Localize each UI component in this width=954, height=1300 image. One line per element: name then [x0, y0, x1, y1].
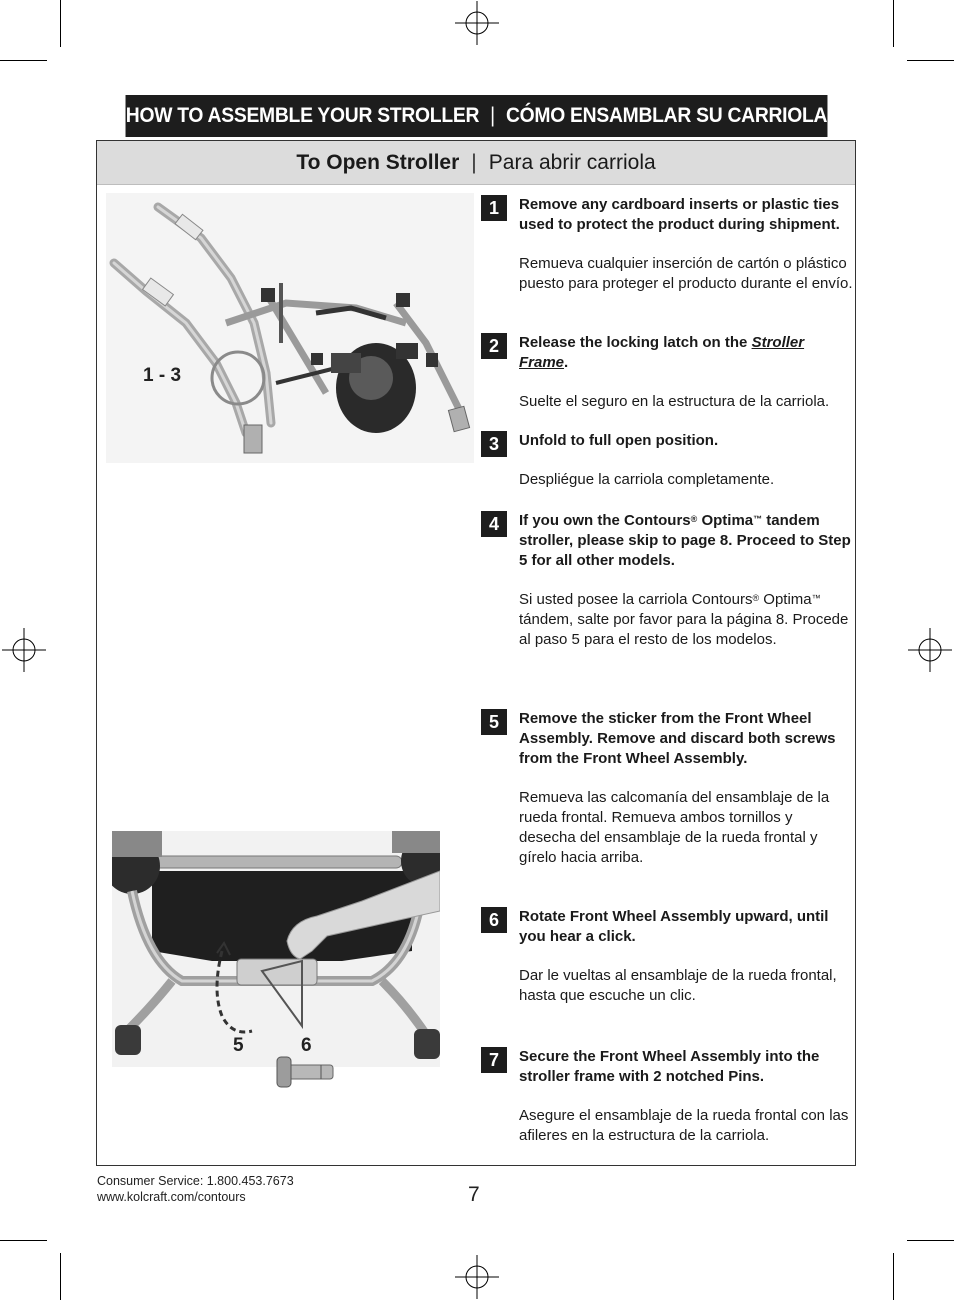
step-text — [519, 1047, 853, 1146]
crop-mark — [0, 60, 47, 61]
step-instruction-es: Despliégue la carriola completamente. — [519, 471, 775, 488]
crop-mark — [893, 1253, 894, 1300]
step-text — [519, 333, 853, 412]
figure-label-step-6: 6 — [301, 1035, 312, 1056]
text-part: Si usted posee la carriola Contours — [519, 591, 753, 608]
registration-mark-icon — [908, 628, 952, 672]
footer-contact — [97, 1173, 294, 1205]
step-number-badge: 1 — [481, 195, 507, 221]
step-instruction-es: Dar le vueltas al ensamblaje de la rueda frontal, hasta que escuche un clic. — [519, 967, 837, 1004]
stroller-frame-reference: Stroller Frame — [519, 334, 805, 371]
trademark-mark: ™ — [753, 514, 763, 524]
step-instruction-es — [519, 590, 853, 650]
step-number-badge: 7 — [481, 1047, 507, 1073]
crop-mark — [0, 1240, 47, 1241]
step-instruction-en: Unfold to full open position. — [519, 432, 719, 449]
page-title-en: HOW TO ASSEMBLE YOUR STROLLER — [125, 104, 480, 127]
trademark-mark: ™ — [811, 593, 821, 603]
crop-mark — [60, 0, 61, 47]
instruction-panel — [96, 140, 856, 1166]
crop-mark — [907, 1240, 954, 1241]
figure-label-step-5: 5 — [233, 1035, 244, 1056]
step-instruction-prefix: Release the locking latch on the — [519, 334, 752, 351]
text-part: tandem stroller, please skip to page 8. Proceed to Step 5 for all other models. — [519, 512, 851, 569]
figure-label-steps-1-3: 1 - 3 — [143, 365, 182, 386]
registration-mark-icon — [455, 1, 499, 45]
step-instruction-es: Remueva cualquier inserción de cartón o plástico puesto para proteger el producto durante el envío. — [519, 255, 853, 292]
page-title-es: CÓMO ENSAMBLAR SU CARRIOLA — [505, 104, 828, 127]
section-heading — [97, 141, 855, 185]
step-text — [519, 431, 853, 490]
step-text — [519, 195, 853, 294]
section-title-es: Para abrir carriola — [488, 150, 656, 174]
registered-mark: ® — [752, 593, 760, 603]
page-number: 7 — [468, 1183, 480, 1206]
stroller-frame-photo — [106, 193, 474, 463]
step-instruction-suffix: . — [564, 354, 569, 371]
section-title-en: To Open Stroller — [296, 150, 460, 174]
step-text — [519, 709, 853, 868]
step-instruction-en — [519, 511, 853, 571]
text-part: If you own the Contours — [519, 512, 691, 529]
registration-mark-icon — [2, 628, 46, 672]
registration-mark-icon — [455, 1255, 499, 1299]
step-number-badge: 3 — [481, 431, 507, 457]
step-instruction-en: Remove any cardboard inserts or plastic ties used to protect the product during shipment. — [519, 196, 840, 233]
text-part: Optima — [697, 512, 754, 529]
registered-mark: ® — [690, 514, 698, 524]
step-text — [519, 907, 853, 1006]
step-number-badge: 5 — [481, 709, 507, 735]
step-instruction-en: Rotate Front Wheel Assembly upward, until you hear a click. — [519, 908, 829, 945]
text-part: tándem, salte por favor para la página 8. Procede al paso 5 para el resto de los modelos. — [519, 611, 849, 648]
consumer-service-phone: Consumer Service: 1.800.453.7673 — [97, 1174, 294, 1188]
step-number-badge: 2 — [481, 333, 507, 359]
front-wheel-assembly-photo — [112, 831, 440, 1067]
step-instruction-en — [519, 333, 853, 373]
page-title-banner — [126, 95, 828, 137]
crop-mark — [907, 60, 954, 61]
step-instruction-es: Suelte el seguro en la estructura de la carriola. — [519, 393, 830, 410]
step-instruction-es: Remueva las calcomanía del ensamblaje de la rueda frontal. Remueva ambos tornillos y desecha del ensamblaje de la rueda frontal y gírelo hacia arriba. — [519, 789, 830, 866]
step-text — [519, 511, 853, 650]
crop-mark — [893, 0, 894, 47]
title-separator: | — [490, 104, 495, 127]
crop-mark — [60, 1253, 61, 1300]
step-instruction-en: Remove the sticker from the Front Wheel Assembly. Remove and discard both screws from the Front Wheel Assembly. — [519, 710, 836, 767]
step-number-badge: 6 — [481, 907, 507, 933]
website-link[interactable]: www.kolcraft.com/contours — [97, 1190, 246, 1204]
section-separator: | — [471, 150, 477, 174]
step-number-badge: 4 — [481, 511, 507, 537]
step-instruction-en: Secure the Front Wheel Assembly into the stroller frame with 2 notched Pins. — [519, 1048, 820, 1085]
step-instruction-es: Asegure el ensamblaje de la rueda frontal con las afileres en la estructura de la carriola. — [519, 1107, 849, 1144]
notched-pin-icon — [275, 1055, 337, 1089]
text-part: Optima — [759, 591, 812, 608]
